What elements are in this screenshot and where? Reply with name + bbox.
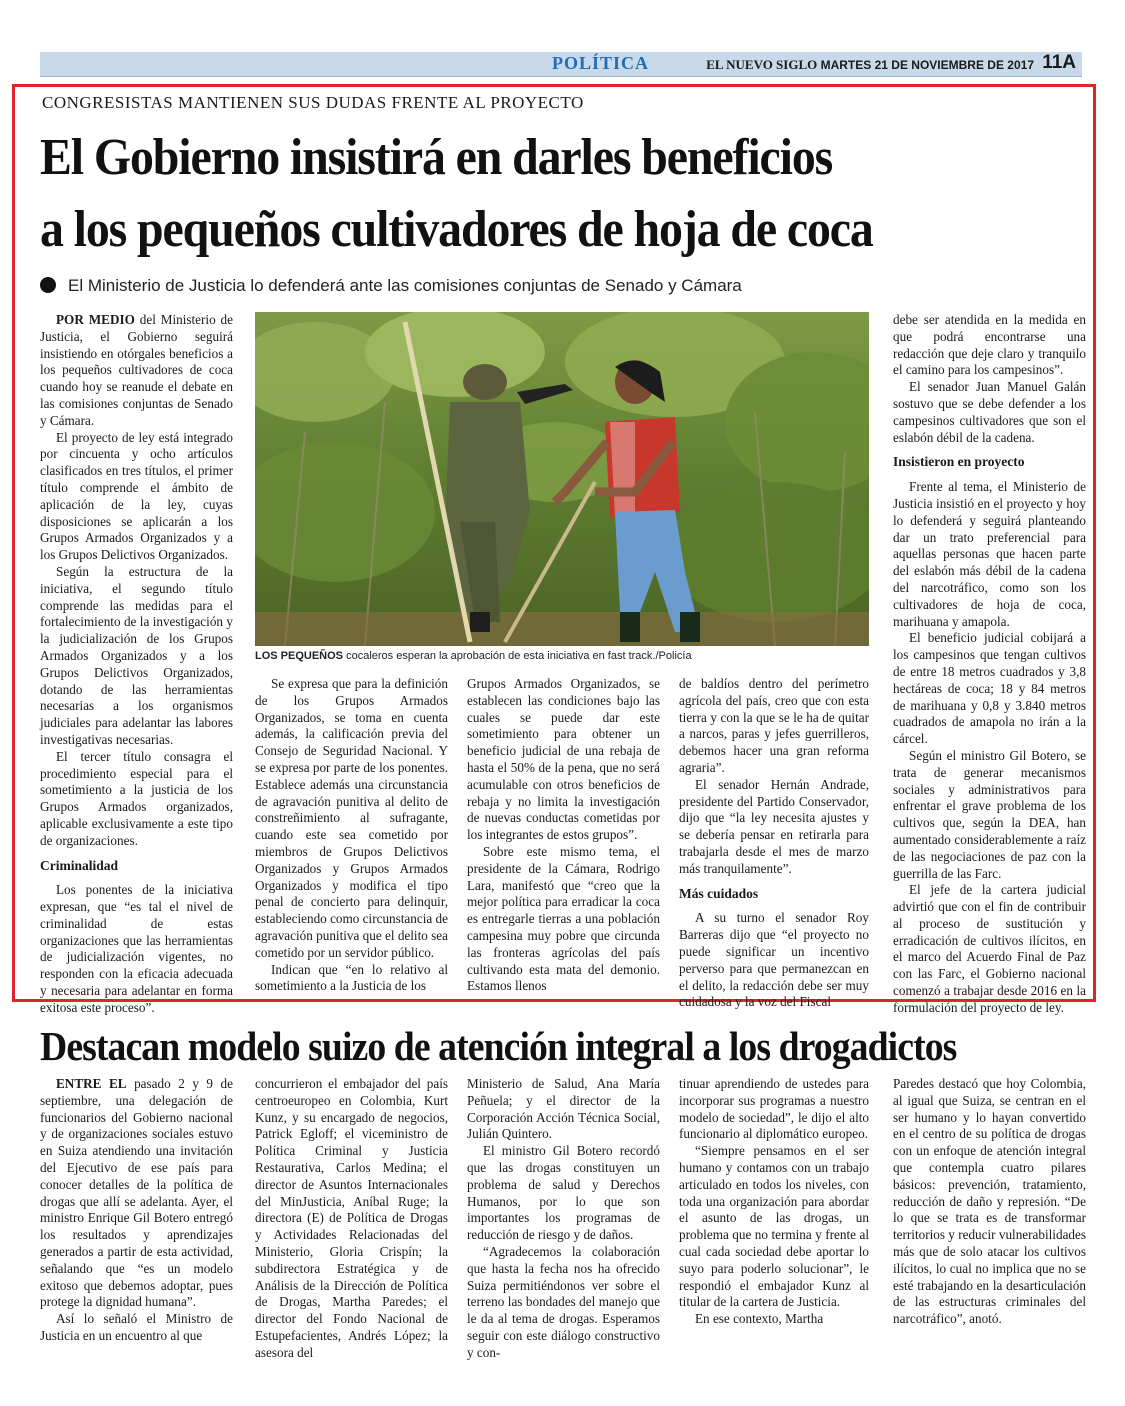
paragraph: Así lo señaló el Ministro de Justicia en un encuentro al que — [40, 1311, 233, 1343]
paragraph: debe ser atendida en la medida en que podrá encontrarse una redacción que deje claro y tranquilo el camino para los campesinos”. — [893, 312, 1086, 378]
paragraph: Según el ministro Gil Botero, se trata de generar mecanismos sociales y administrativos para enfrentar el grave problema de los cultivos que, según la DEA, han aumentado considerablemente a raíz de las negociaciones de paz con la guerrilla de las Farc. — [893, 747, 1086, 881]
paragraph: de baldíos dentro del perímetro agrícola del país, creo que con esta tierra y con la que se le ha de quitar a narcos, paras y jefes guerrilleros, debemos hacer una gran reforma agraria”. — [679, 676, 869, 775]
photo-caption — [255, 650, 869, 662]
story2-column-2 — [255, 1076, 448, 1362]
paragraph: El tercer título consagra el procedimiento especial para el sometimiento a la justicia de los Grupos Armados organizados, aplicable exclusivamente a este tipo de organizaciones. — [40, 748, 233, 848]
paragraph: En ese contexto, Martha — [695, 1311, 824, 1327]
paragraph: Según la estructura de la iniciativa, el segundo título comprende las medidas para el fortalecimiento de la investigación y la judicialización de los Grupos Armados Organizados y a los Grupos Delictivos Organizados, dotando de las herramientas necesarias a los organismos judiciales para adelantar las labores investigativas necesarias. — [40, 563, 233, 747]
masthead-info — [706, 57, 1034, 73]
paragraph: Indican que “en lo relativo al sometimiento a la Justicia de los — [255, 961, 448, 994]
paragraph: Ministerio de Salud, Ana María Peñuela; y el director de la Corporación Acción Técnica Social, Julián Quintero. — [467, 1076, 660, 1142]
lead-text: pasado 2 y 9 de septiembre, una delegación de funcionarios del Gobierno nacional y de organizaciones sociales estuvo en Suiza atendiendo una invitación del Ejecutivo de ese país para conocer detalles de la política de drogas que allí se adelanta. Ayer, el ministro Enrique Gil Botero entregó los resultados y aprendizajes generados a partir de esta actividad, señalando que “es un modelo exitoso que debemos adoptar, pues protege la dignidad humana”. — [40, 1076, 233, 1310]
paragraph: Frente al tema, el Ministerio de Justicia insistió en el proyecto y hoy lo defenderá y seguirá planteando dar un trato preferencial para aquellas personas que hacen parte del eslabón más débil de la cadena del narcotráfico, como son los cultivadores de hoja de coca, marihuana y amapola. — [893, 479, 1086, 629]
paragraph: A su turno el senador Roy Barreras dijo que “el proyecto no puede significar un incentivo perverso para que permanezcan en el delito, la redacción debe ser muy cuidadosa y la voz del Fiscal — [679, 910, 869, 1010]
story2-column-5 — [893, 1076, 1086, 1328]
paragraph: El beneficio judicial cobijará a los campesinos que tengan cultivos de entre 18 metros cuadrados y 3,8 hectáreas de coca; 18 y 84 metros de marihuana y 0,8 y 3.840 metros cuadrados de amapola no irán a la cárcel. — [893, 630, 1086, 747]
paragraph: El ministro Gil Botero recordó que las drogas constituyen un problema de salud y Derechos Humanos, por lo que son importantes los programas de reducción de riesgo y de daños. — [467, 1143, 660, 1243]
story-kicker: CONGRESISTAS MANTIENEN SUS DUDAS FRENTE AL PROYECTO — [42, 93, 584, 112]
newspaper-name: EL NUEVO SIGLO — [706, 57, 818, 72]
headline-line-2: a los pequeños cultivadores de hoja de coca — [40, 201, 873, 258]
paragraph: El proyecto de ley está integrado por cincuenta y ocho artículos clasificados en tres títulos, el primer título comprende el ámbito de aplicación de la ley, cuyas disposiciones se aplicarán a los Grupos Armados Organizados y a los Grupos Delictivos Organizados. — [40, 429, 233, 563]
paragraph: Grupos Armados Organizados, se establecen las condiciones bajo las cuales se puede dar este sometimiento para obtener un beneficio judicial de una rebaja de hasta el 50% de la pena, que no será acumulable con otros beneficios de rebaja y no limita la investigación de nuevas conductas cometidas por los integrantes de estos grupos”. — [467, 676, 660, 843]
paragraph: concurrieron el embajador del país centroeuropeo en Colombia, Kurt Kunz, y su encargado de negocios, Patrick Egloff; el viceministro de Política Criminal y Justicia Restaurativa, Carlos Medina; el director de Asuntos Internacionales del MinJusticia, Aníbal Ruge; la directora (E) de Política de Drogas y Actividades Relacionadas del Ministerio, Gloria Crispín; la subdirectora Estratégica y de Análisis de la Dirección de Política de Drogas, Martha Paredes; el director del Fondo Nacional de Estupefacientes, Andrés López; la asesora del — [255, 1076, 448, 1360]
coca-field-photo — [255, 312, 869, 646]
paragraph: Los ponentes de la iniciativa expresan, que “es tal el nivel de criminalidad de estas organizaciones que las herramientas de judicialización vigentes, no responden con la eficacia adecuada y necesaria para adelantar en forma exitosa este proceso”. — [40, 882, 233, 1015]
subheading-criminalidad: Criminalidad — [40, 857, 119, 873]
story-column-4 — [679, 676, 869, 1011]
page-number: 11A — [1042, 52, 1076, 73]
story-column-5 — [893, 312, 1086, 1017]
headline-line-1: El Gobierno insistirá en darles beneficios — [40, 129, 833, 186]
subheading-mas-cuidados: Más cuidados — [679, 885, 759, 901]
paragraph: El senador Juan Manuel Galán sostuvo que se debe defender a los campesinos cultivadores que son el eslabón débil de la cadena. — [893, 379, 1086, 445]
lead-paragraph — [40, 1076, 233, 1311]
lead-bold: POR MEDIO — [56, 312, 135, 327]
story2-column-1 — [40, 1076, 233, 1345]
paragraph: “Siempre pensamos en el ser humano y contamos con un trabajo articulado en todos los niveles, con toda una organización para abordar el asunto de las drogas, un problema que no termina y frente al cual cada sociedad debe aportar lo suyo para poderlo solucionar”, le respondió el embajador Kunz al titular de la cartera de Justicia. — [679, 1143, 869, 1310]
second-story-headline: Destacan modelo suizo de atención integral a los drogadictos — [40, 1023, 957, 1069]
story-column-2 — [255, 676, 448, 995]
subhead-text: El Ministerio de Justicia lo defenderá ante las comisiones conjuntas de Senado y Cámara — [68, 276, 742, 295]
issue-date: MARTES 21 DE NOVIEMBRE DE 2017 — [820, 58, 1034, 72]
lead-text: del Ministerio de Justicia, el Gobierno seguirá insistiendo en otórgales beneficios a los pequeños cultivadores de coca cuando hoy se reanude el debate en las comisiones conjuntas de Senado y Cámara. — [40, 312, 233, 428]
story-column-3 — [467, 676, 660, 995]
caption-text: cocaleros esperan la aprobación de esta iniciativa en fast track./Policía — [343, 650, 692, 662]
paragraph: “Agradecemos la colaboración que hasta la fecha nos ha ofrecido Suiza permitiéndonos ver sobre el terreno las bondades del manejo que le da al tema de drogas. Esperamos seguir con este diálogo constructivo y con- — [467, 1243, 660, 1360]
story2-column-3 — [467, 1076, 660, 1362]
story-column-1 — [40, 312, 233, 1017]
paragraph: El senador Hernán Andrade, presidente del Partido Conservador, dijo que “la ley necesita ajustes y se debería pensar en retirarla para trabajarla desde el mes de marzo más tranquilamente”. — [679, 776, 869, 876]
paragraph: El jefe de la cartera judicial advirtió que con el fin de contribuir al proceso de sustitución y erradicación de cultivos ilícitos, en el marco del Acuerdo Final de Paz con las Farc, el Gobierno nacional comenzó a trabajar desde 2016 en la formulación del proyecto de ley. — [893, 882, 1086, 1015]
bullet-dot-icon — [40, 277, 56, 293]
paragraph: tinuar aprendiendo de ustedes para incorporar sus programas a nuestro modelo de sociedad”, le dijo el alto funcionario al diplomático europeo. — [679, 1076, 869, 1142]
paragraph: Se expresa que para la definición de los Grupos Armados Organizados, se toma en cuenta además, la calificación previa del Consejo de Seguridad Nacional. Y se expresa por parte de los ponentes. Establece además una circunstancia de agravación punitiva al delito de constreñimiento al sufragante, cuando este sea cometido por miembros de Grupos Delictivos Organizados y Grupos Armados Organizados y modifica el tipo penal de concierto para delinquir, estableciendo como circunstancia de agravación punitiva que el delito sea cometido por un servidor público. — [255, 676, 448, 960]
lead-bold: ENTRE EL — [56, 1076, 127, 1091]
story-photo — [255, 312, 869, 646]
paragraph: Paredes destacó que hoy Colombia, al igual que Suiza, se centran en el ser humano y lo hayan convertido en el centro de su política de drogas con un enfoque de atención integral que contempla cuatro pilares básicos: prevención, tratamiento, reducción de daño y represión. “De lo que se trata es de transformar territorios y reducir vulnerabilidades más que de solo atacar los cultivos ilícitos, lo cual no implica que no se esté trabajando en la desarticulación de las estructuras criminales del narcotráfico”, anotó. — [893, 1076, 1086, 1327]
story-headline — [40, 122, 1006, 266]
story-subhead — [40, 276, 742, 296]
page-header-bar — [40, 52, 1082, 77]
section-name: POLÍTICA — [552, 53, 650, 73]
caption-lead: LOS PEQUEÑOS — [255, 650, 344, 662]
story2-column-4 — [679, 1076, 869, 1328]
subheading-insistieron: Insistieron en proyecto — [893, 454, 1025, 470]
paragraph: Sobre este mismo tema, el presidente de la Cámara, Rodrigo Lara, manifestó que “creo que la mejor política para erradicar la coca es entregarle tierras a una población campesina muy pobre que circunda las fronteras agrícolas del país cultivando esta mata del demonio. Estamos llenos — [467, 843, 660, 994]
lead-paragraph — [40, 312, 233, 430]
